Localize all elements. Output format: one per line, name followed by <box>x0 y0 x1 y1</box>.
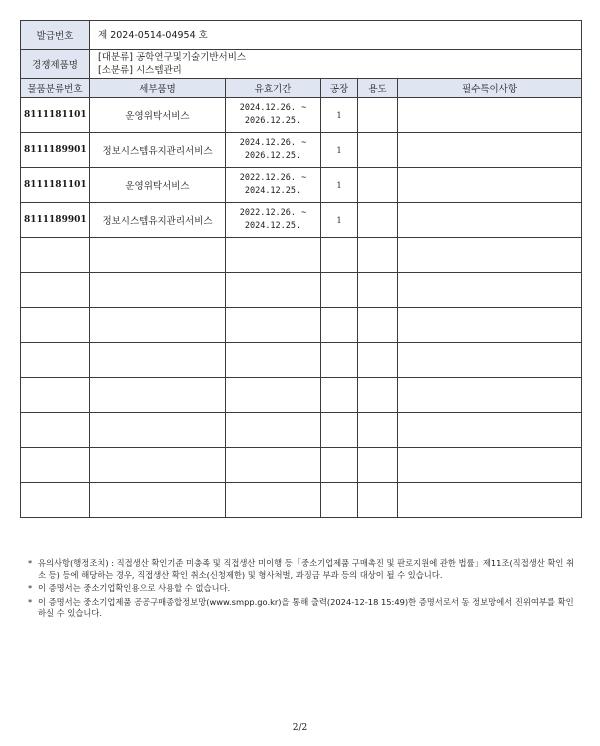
row-detail-name: 운영위탁서비스 <box>90 168 226 203</box>
period-start: 2024.12.26. ~ <box>239 138 307 148</box>
certificate-sheet <box>20 20 581 518</box>
product-name-value <box>90 50 582 79</box>
note-text: 이 증명서는 중소기업제품 공공구매종합정보망(www.smpp.go.kr)을 통해 출력(2024-12-18 15:49)한 증명서로서 동 정보망에서 진위여부를 확인하실 수 있습니다. <box>38 596 574 618</box>
row-classification-code: 8111189901 <box>21 133 90 168</box>
row-factory: 1 <box>321 203 358 238</box>
row-detail-name: 운영위탁서비스 <box>90 98 226 133</box>
column-header-row <box>21 79 582 98</box>
issue-number-label: 발급번호 <box>21 21 90 50</box>
empty-table-row <box>21 308 582 343</box>
row-special-notes <box>398 203 582 238</box>
note-administrative-action <box>28 558 576 581</box>
issue-number-value: 제 2024-0514-04954 호 <box>90 21 582 50</box>
period-start: 2024.12.26. ~ <box>239 103 307 113</box>
row-special-notes <box>398 168 582 203</box>
note-bullet: * <box>28 583 33 593</box>
row-valid-period <box>226 133 321 168</box>
page-number: 2/2 <box>292 723 308 733</box>
col-header-detail-name: 세부품명 <box>90 79 226 98</box>
table-row <box>21 98 582 133</box>
row-valid-period <box>226 98 321 133</box>
row-classification-code: 8111189901 <box>21 203 90 238</box>
col-header-classification-code: 물품분류번호 <box>21 79 90 98</box>
period-start: 2022.12.26. ~ <box>239 208 307 218</box>
row-factory: 1 <box>321 168 358 203</box>
table-row <box>21 133 582 168</box>
period-end: 2026.12.25. <box>244 151 302 161</box>
row-detail-name: 정보시스템유지관리서비스 <box>90 133 226 168</box>
note-authenticity-check <box>28 597 576 620</box>
row-usage <box>358 133 398 168</box>
product-name-label: 경쟁제품명 <box>21 50 90 79</box>
row-classification-code: 8111181101 <box>21 168 90 203</box>
period-end: 2026.12.25. <box>244 116 302 126</box>
certificate-table <box>20 20 582 518</box>
period-start: 2022.12.26. ~ <box>239 173 307 183</box>
row-factory: 1 <box>321 98 358 133</box>
empty-table-row <box>21 343 582 378</box>
product-name-row <box>21 50 582 79</box>
row-special-notes <box>398 133 582 168</box>
col-header-usage: 용도 <box>358 79 398 98</box>
row-usage <box>358 168 398 203</box>
empty-table-row <box>21 483 582 518</box>
note-not-for-sme-verification <box>28 583 576 595</box>
empty-table-row <box>21 273 582 308</box>
col-header-special-notes: 필수특이사항 <box>398 79 582 98</box>
empty-table-row <box>21 378 582 413</box>
row-classification-code: 8111181101 <box>21 98 90 133</box>
empty-table-row <box>21 413 582 448</box>
row-usage <box>358 203 398 238</box>
note-text: 이 증명서는 중소기업확인용으로 사용할 수 없습니다. <box>38 583 231 593</box>
empty-table-row <box>21 448 582 483</box>
period-end: 2024.12.25. <box>244 186 302 196</box>
col-header-valid-period: 유효기간 <box>226 79 321 98</box>
row-factory: 1 <box>321 133 358 168</box>
row-valid-period <box>226 168 321 203</box>
note-bullet: * <box>28 596 33 607</box>
note-text: 유의사항(행정조치) : 직접생산 확인기준 미충족 및 직접생산 미이행 등「중소기업제품 구매촉진 및 판로지원에 관한 법률」제11조(직접생산 확인 취소 등) 등에 해당하는 경우, 직접생산 확인 취소(신청제한) 및 형사처벌, 과징금 부과 등의 대상이 될 수 있습니다. <box>38 558 575 580</box>
row-special-notes <box>398 98 582 133</box>
product-major-category: [대분류] 공학연구및기술기반서비스 <box>98 52 247 63</box>
product-minor-category: [소분류] 시스템관리 <box>98 65 182 76</box>
issue-number-row <box>21 21 582 50</box>
notes-section <box>28 558 576 622</box>
col-header-factory: 공장 <box>321 79 358 98</box>
row-usage <box>358 98 398 133</box>
row-valid-period <box>226 203 321 238</box>
table-row <box>21 168 582 203</box>
table-row <box>21 203 582 238</box>
row-detail-name: 정보시스템유지관리서비스 <box>90 203 226 238</box>
period-end: 2024.12.25. <box>244 221 302 231</box>
empty-table-row <box>21 238 582 273</box>
note-bullet: * <box>28 558 33 568</box>
